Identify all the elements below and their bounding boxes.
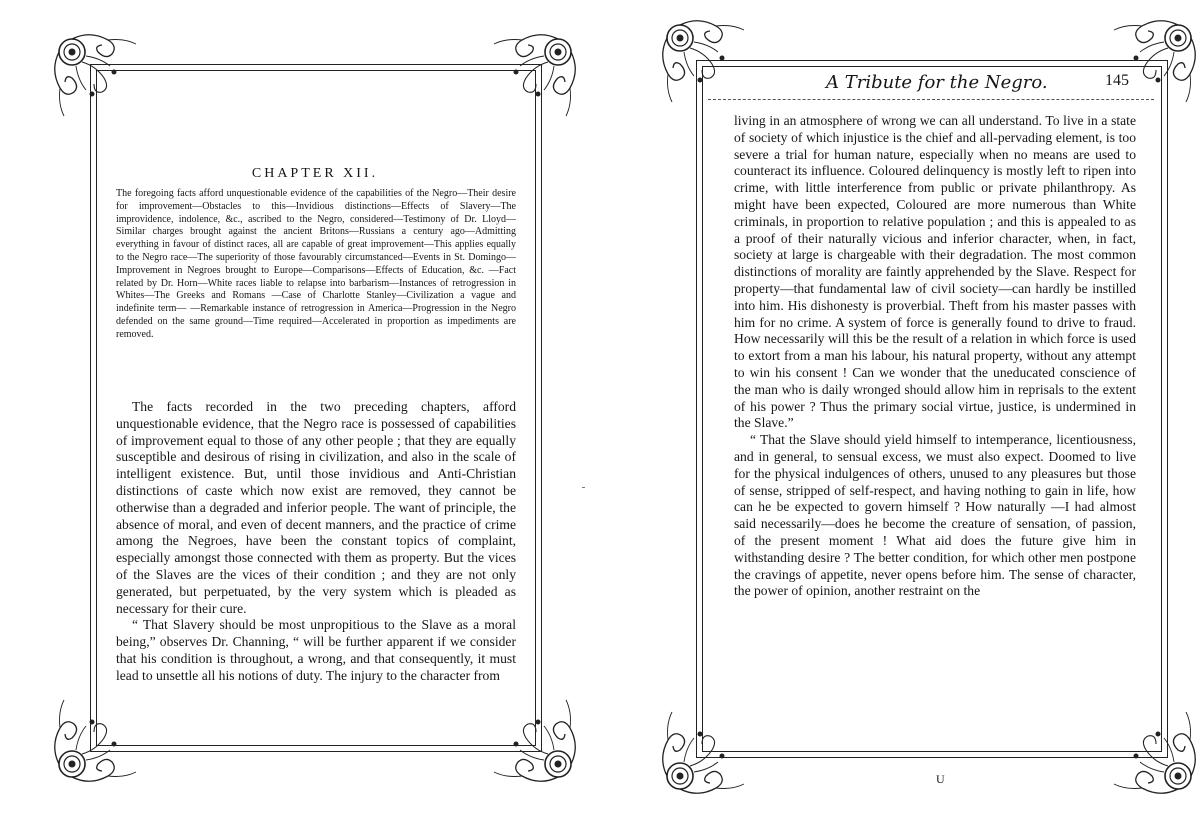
- corner-ornament-icon: [486, 692, 578, 784]
- header-rule: [708, 99, 1154, 100]
- paragraph: living in an atmosphere of wrong we can all understand. To live in a state of society of which injustice is the chief and all-pervading element, is too severe a trial for human nature, especially when no means are used to counteract its influence. Coloured delinquency is mostly left to ripen into crime, with little interference from public or private philanthropy. As might have been expected, Coloured are more numerous than White criminals, in proportion to relative population ; and this is appealed to as a proof of their naturally vicious and inferior character, when, in fact, society at large is chargeable with their degradation. The most common distinctions of morality are faintly apprehended by the Slave. Respect for property—that fundamental law of civil society—can hardly be instilled into him. His dishonesty is proverbial. Theft from his master passes with him for no crime. A system of force is generally found to drive to fraud. How necessarily will this be the result of a relation in which force is used to extort from a man his labour, his natural property, without any attempt to win his consent ! Can we wonder that the uneducated conscience of the man who is daily wronged should allow him in reprisals to the extent of his power ? Thus the primary social virtue, justice, is undermined in the Slave.”: [734, 113, 1136, 431]
- corner-ornament-icon: [1106, 18, 1198, 110]
- right-page: [640, 0, 1200, 816]
- paragraph: “ That Slavery should be most unpropitious to the Slave as a moral being,” observes Dr. Channing, “ will be further apparent if we consider that his condition is throughout, a wrong, and that consequently, it must lead to unsettle all his notions of duty. The injury to the character from: [116, 617, 516, 683]
- corner-ornament-icon: [486, 32, 578, 124]
- corner-ornament-icon: [52, 692, 144, 784]
- running-head: A Tribute for the Negro.: [826, 72, 1048, 93]
- signature-mark: U: [936, 772, 945, 786]
- body-text: [734, 113, 1136, 600]
- gutter-mark: [582, 487, 585, 488]
- chapter-title: CHAPTER XII.: [251, 166, 379, 181]
- page-number: 145: [1105, 72, 1129, 89]
- paragraph: The facts recorded in the two preceding chapters, afford unquestionable evidence, that the Negro race is possessed of capabilities of improvement equal to those of any other people ; that they are equally susceptible and desirous of rising in civilization, and also in the scale of intelligent existence. But, until those invidious and Anti-Christian distinctions of caste which now exist are removed, they cannot be otherwise than a degraded and inferior people. The want of principle, the absence of moral, and even of decent manners, and the practice of crime among the Negroes, have been the constant topics of complaint, especially amongst those connected with them as property. But the vices of the Slaves are the vices of their condition ; and they are not only generated, but perpetuated, by the very system which is pleaded as necessary for their cure.: [116, 399, 516, 616]
- corner-ornament-icon: [660, 18, 752, 110]
- left-page: [0, 0, 590, 816]
- chapter-synopsis: The foregoing facts afford unquestionable evidence of the capabilities of the Negro—Their desire for improvement—Obstacles to this—Invidious distinctions—Effects of Slavery—The improvidence, indolence, &c., ascribed to the Negro, considered—Testimony of Dr. Lloyd—Similar charges brought against the ancient Britons—Russians a century ago—Admitting everything in favour of distinct races, all are capable of great improvement—This applies equally to the Negro race—The superiority of those favourably circumstanced—Events in St. Domingo—Improvement in Negroes brought to Europe—Comparisons—Effects of Education, &c. —Fact related by Dr. Horn—White races liable to relapse into barbarism—Instances of retrogression in Whites—The Greeks and Romans —Case of Charlotte Stanley—Civilization a vague and indefinite term— —Remarkable instance of retrogression in America—Progression in the Negro defended on the same ground—Time required—Accelerated in proportion as impediments are removed.: [116, 188, 516, 340]
- corner-ornament-icon: [52, 32, 144, 124]
- corner-ornament-icon: [1106, 704, 1198, 796]
- body-text: [116, 399, 516, 685]
- corner-ornament-icon: [660, 704, 752, 796]
- paragraph: “ That the Slave should yield himself to intemperance, licentiousness, and in general, to sensual excess, we must also expect. Doomed to live for the physical indulgences of others, unused to any pleasures but those of sense, stripped of self-respect, and having nothing to gain in life, how can he be expected to govern himself ? How naturally —I had almost said necessarily—does he become the creature of sensation, of passion, of the present moment ! What aid does the future give him in withstanding desire ? The better condition, for which other men postpone the cravings of appetite, never opens before him. The sense of character, the power of opinion, another restraint on the: [734, 432, 1136, 599]
